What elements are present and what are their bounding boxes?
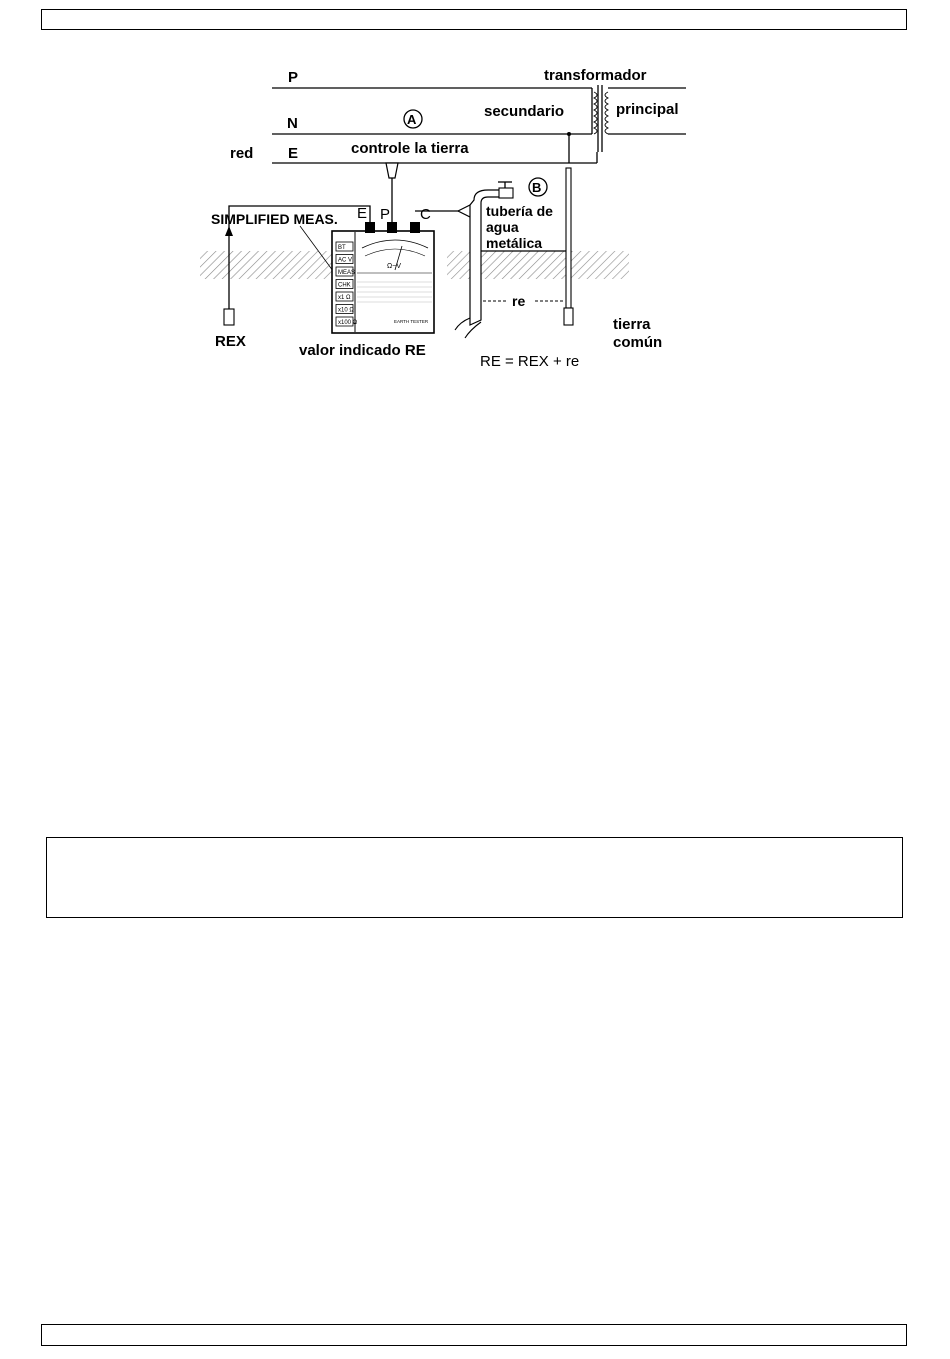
label-secundario: secundario bbox=[484, 103, 565, 120]
tester-brand: EARTH TESTER bbox=[394, 319, 429, 324]
tester-button-label: BT bbox=[338, 245, 346, 251]
earth-measurement-diagram bbox=[0, 0, 950, 400]
label-controle: controle la tierra bbox=[351, 140, 469, 157]
label-line-e: E bbox=[288, 145, 299, 162]
footer-frame bbox=[41, 1324, 907, 1346]
note-box bbox=[46, 837, 903, 918]
terminal-p bbox=[387, 222, 397, 233]
label-simplified: SIMPLIFIED MEAS. bbox=[211, 211, 338, 227]
label-transformador: transformador bbox=[544, 67, 647, 84]
tester-button-label: CHK bbox=[338, 282, 351, 289]
tester-button-label: MEAS bbox=[338, 270, 356, 276]
label-term-e: E bbox=[357, 205, 368, 222]
terminal-e bbox=[365, 222, 375, 233]
label-formula: RE = REX + re bbox=[480, 353, 580, 370]
label-line-p: P bbox=[288, 69, 299, 86]
label-principal: principal bbox=[616, 101, 679, 118]
earth-tester bbox=[332, 222, 434, 333]
tester-button-label: x1 Ω bbox=[338, 295, 351, 301]
tester-dial-label: Ω~V bbox=[387, 263, 401, 270]
label-tierra-1: tierra bbox=[613, 316, 651, 333]
tester-button-label: x10 Ω bbox=[338, 307, 354, 314]
label-red: red bbox=[230, 145, 254, 162]
transformer bbox=[592, 85, 686, 163]
tester-button-label: x100 Ω bbox=[338, 320, 358, 326]
label-circle-b: B bbox=[532, 180, 542, 195]
label-tuberia-1: tubería de bbox=[486, 203, 553, 219]
label-term-c: C bbox=[420, 206, 431, 223]
label-circle-a: A bbox=[407, 112, 417, 127]
terminal-c bbox=[410, 222, 420, 233]
label-term-p: P bbox=[380, 206, 391, 223]
label-valor: valor indicado RE bbox=[299, 342, 426, 359]
tester-button-label: AC V bbox=[338, 257, 353, 264]
label-tierra-2: común bbox=[613, 334, 663, 351]
label-line-n: N bbox=[287, 115, 298, 132]
common-earth-rod bbox=[564, 132, 573, 325]
label-tuberia-3: metálica bbox=[486, 235, 543, 251]
label-rex: REX bbox=[215, 333, 246, 350]
label-re: re bbox=[512, 293, 526, 309]
label-tuberia-2: agua bbox=[486, 219, 519, 235]
ground-hatch-left bbox=[200, 251, 335, 279]
